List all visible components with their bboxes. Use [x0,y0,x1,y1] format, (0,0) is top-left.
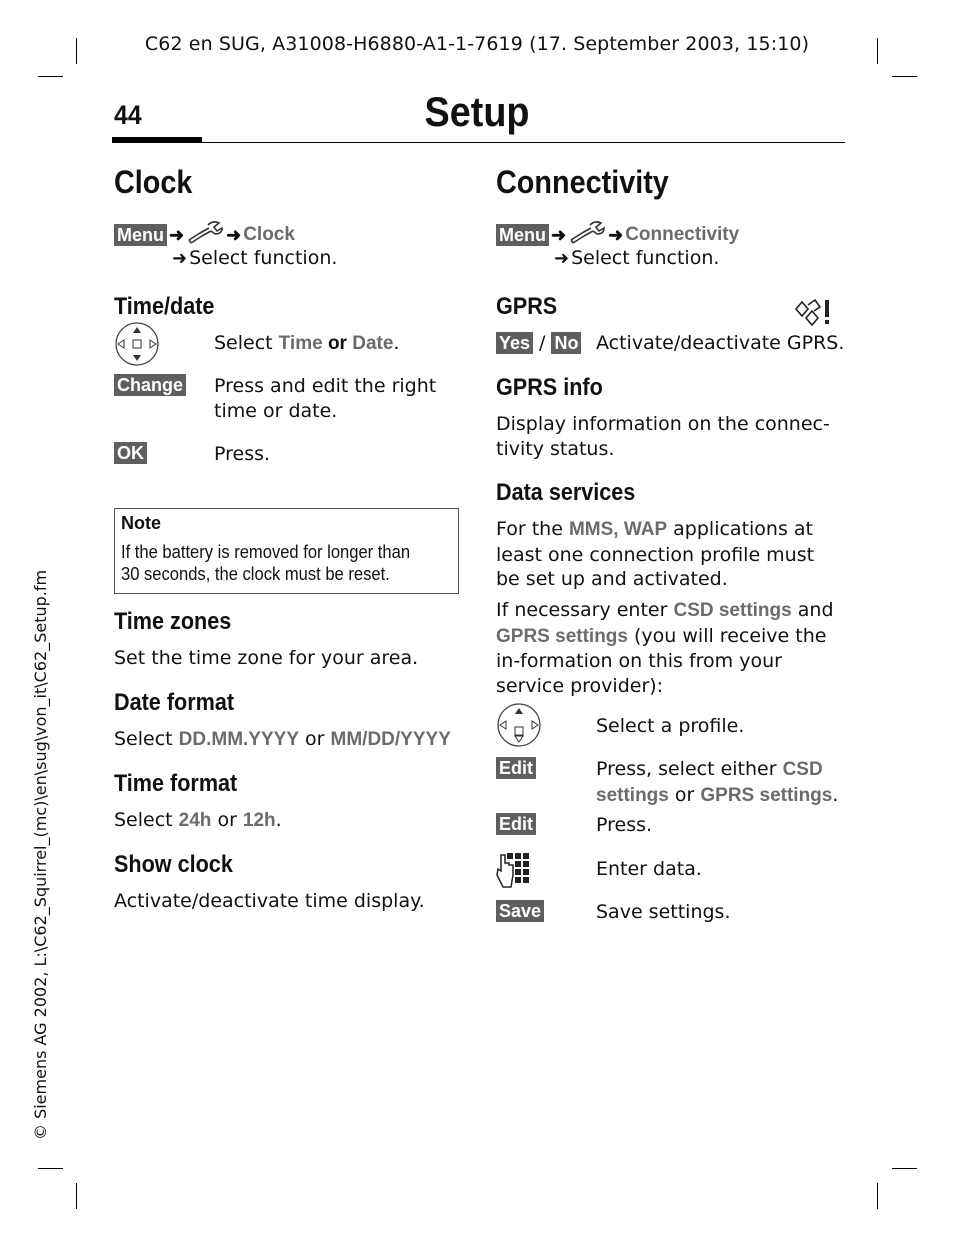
arrow-icon: ➜ [554,248,570,269]
key-separator: / [539,332,546,354]
gprs-description: Activate/deactivate GPRS. [596,332,845,354]
sidebar-file-path: © Siemens AG 2002, L:\C62_Squirrel_(mc)\en\sug\von_it\C62_Setup.fm [31,569,50,1140]
select-function-text: Select function. [189,247,338,269]
crop-mark [877,1183,878,1209]
dataservices-heading: Data services [496,479,636,506]
clock-heading: Clock [114,164,193,200]
network-feature-icon [793,297,833,331]
edit-key-label: Edit [496,813,536,835]
edit-key-label: Edit [496,757,536,779]
showclock-text: Activate/deactivate time display. [114,890,425,912]
save-key-label: Save [496,900,544,922]
arrow-icon: ➜ [226,224,242,245]
title-rule [112,142,845,143]
gprs-heading: GPRS [496,293,558,320]
arrow-icon: ➜ [169,224,185,245]
menu-key: Menu [496,224,549,246]
select-function-line [170,246,337,272]
edit-press-text: Press. [596,814,653,836]
crop-mark [892,1168,917,1169]
timeformat-text: Select 24h or 12h. [114,809,282,831]
crop-mark [38,76,63,77]
select-function-line [552,246,719,272]
note-text: If the battery is removed for longer than 30 seconds, the clock must be reset. [121,542,411,584]
note-title: Note [121,513,161,533]
ok-key-label: OK [114,442,147,464]
crop-mark [38,1168,63,1169]
yes-softkey[interactable]: Yes [496,332,533,354]
print-header: C62 en SUG, A31008-H6880-A1-1-7619 (17. September 2003, 15:10) [144,33,810,55]
clock-menu-item: Clock [243,224,295,245]
gprs-keys [496,331,581,356]
edit-softkey[interactable] [496,813,536,835]
note-box [114,508,459,594]
timedate-heading: Time/date [114,293,215,320]
crop-mark [892,76,917,77]
dataservices-paragraph-1: For the MMS, WAP applications at least one connection profile must be set up and activated. [496,518,815,590]
select-function-text: Select function. [571,247,720,269]
select-profile-text: Select a profile. [596,715,745,737]
timeformat-heading: Time format [114,770,238,797]
dateformat-heading: Date format [114,689,235,716]
enter-data-text: Enter data. [596,858,702,880]
ok-description: Press. [214,443,271,465]
crop-mark [76,1183,77,1209]
arrow-icon: ➜ [172,248,188,269]
timedate-select-text: Select Time or Date. [214,332,400,354]
keypad-icon [495,851,533,893]
menu-key: Menu [114,224,167,246]
joystick-icon [114,322,160,370]
connectivity-menu-item: Connectivity [625,224,740,245]
page-title: Setup [424,88,530,135]
joystick-icon [496,703,542,751]
change-key-label: Change [114,374,186,396]
arrow-icon: ➜ [551,224,567,245]
edit-softkey[interactable] [496,757,536,779]
gprsinfo-text: Display information on the connec-tivity status. [496,413,830,460]
timezones-text: Set the time zone for your area. [114,647,419,669]
timezones-heading: Time zones [114,608,232,635]
showclock-heading: Show clock [114,851,233,878]
connectivity-heading: Connectivity [496,164,669,200]
edit-select-text: Press, select either CSD settings or GPRS settings. [596,758,839,806]
dateformat-text: Select DD.MM.YYYY or MM/DD/YYYY [114,728,451,750]
gprsinfo-heading: GPRS info [496,374,603,401]
page-number: 44 [114,100,142,130]
arrow-icon: ➜ [608,224,624,245]
dataservices-paragraph-2: If necessary enter CSD settings and GPRS settings (you will receive the in-formation on this from your service provider): [496,599,834,697]
no-softkey[interactable]: No [551,332,581,354]
ok-softkey[interactable] [114,442,147,464]
change-softkey[interactable] [114,374,186,396]
change-description: Press and edit the right time or date. [214,375,437,422]
save-settings-text: Save settings. [596,901,731,923]
save-softkey[interactable] [496,900,544,922]
